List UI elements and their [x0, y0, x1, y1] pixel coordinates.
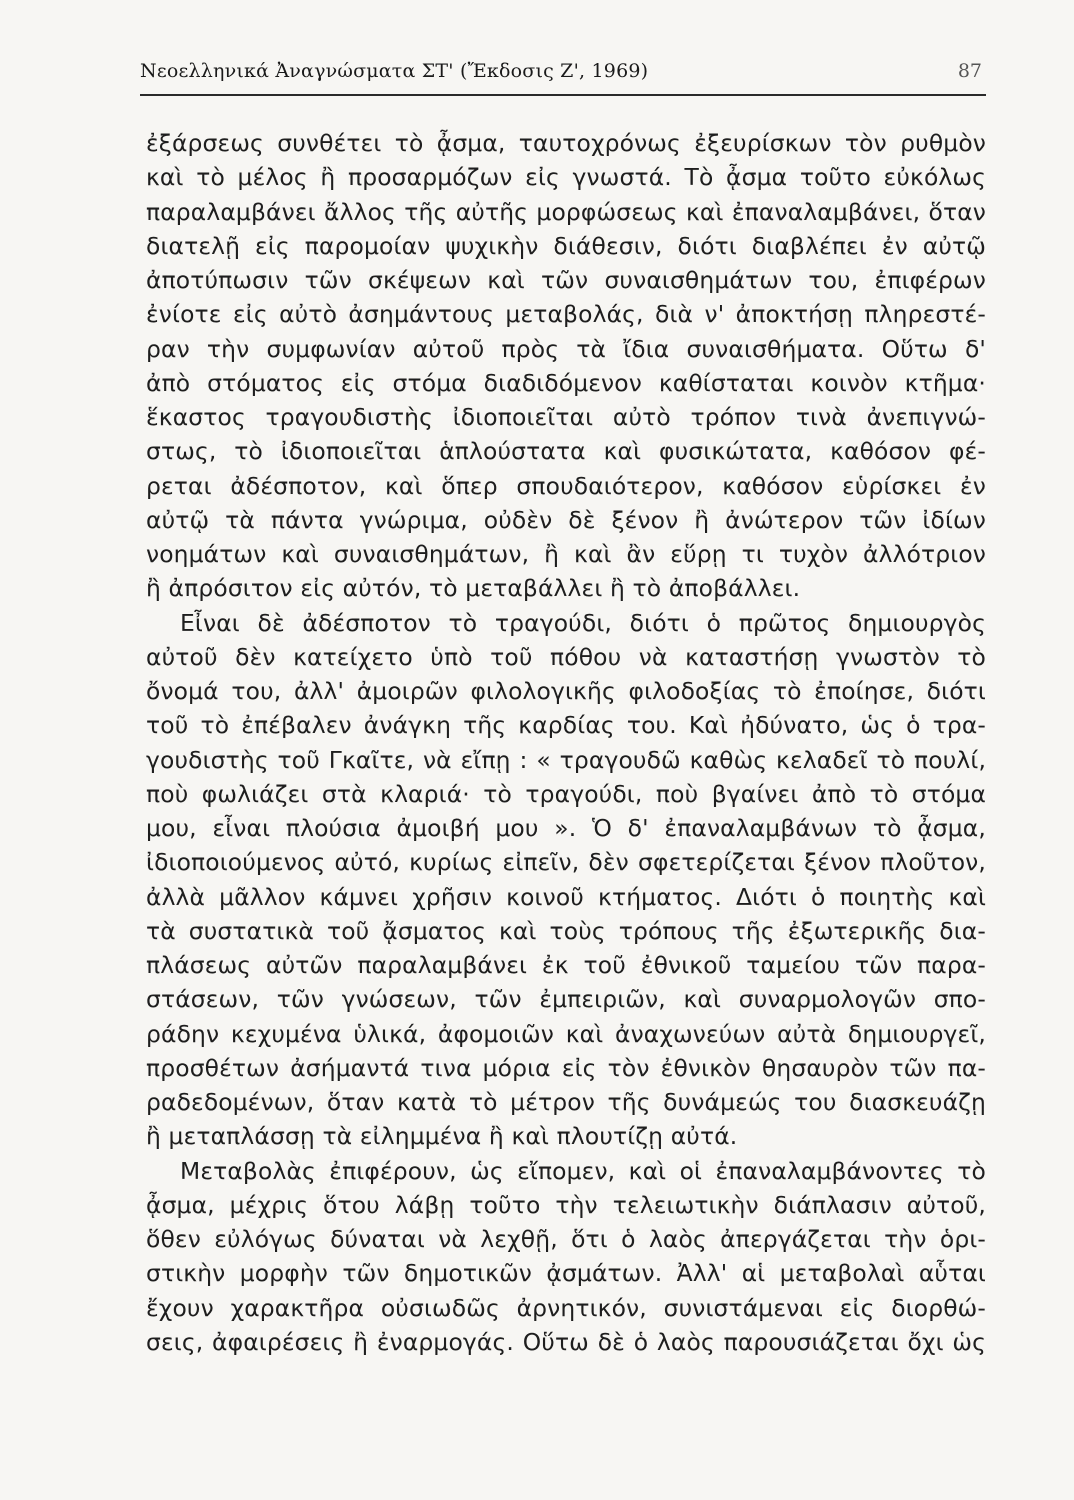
text-line: ἀλλὰ μᾶλλον κάμνει χρῆσιν κοινοῦ κτήματος. Διότι ὁ ποιητὴς καὶ: [146, 882, 986, 911]
text-line: Εἶναι δὲ ἀδέσποτον τὸ τραγούδι, διότι ὁ πρῶτος δημιουργὸς: [180, 608, 986, 637]
text-line: ραδεδομένων, ὅταν κατὰ τὸ μέτρον τῆς δυνάμεώς του διασκευάζῃ: [146, 1088, 986, 1116]
text-line: ὅθεν εὐλόγως δύναται νὰ λεχθῇ, ὅτι ὁ λαὸς ἀπεργάζεται τὴν ὁρι-: [146, 1225, 986, 1253]
text-line: σεις, ἀφαιρέσεις ἢ ἐναρμογάς. Οὕτω δὲ ὁ λαὸς παρουσιάζεται ὄχι ὡς: [146, 1327, 986, 1356]
text-line: ἰδιοποιούμενος αὐτό, κυρίως εἰπεῖν, δὲν σφετερίζεται ξένον πλοῦτον,: [146, 848, 986, 877]
text-line: ἐνίοτε εἰς αὐτὸ ἀσημάντους μεταβολάς, διὰ ν' ἀποκτήσῃ πληρεστέ-: [146, 300, 986, 329]
text-line: αὐτῷ τὰ πάντα γνώριμα, οὐδὲν δὲ ξένον ἢ ἀνώτερον τῶν ἰδίων: [146, 505, 986, 534]
text-line: μου, εἶναι πλούσια ἀμοιβή μου ». Ὁ δ' ἐπαναλαμβάνων τὸ ᾆσμα,: [146, 814, 986, 842]
text-line: τοῦ τὸ ἐπέβαλεν ἀνάγκη τῆς καρδίας του. Καὶ ἠδύνατο, ὡς ὁ τρα-: [146, 711, 986, 740]
text-line: γουδιστὴς τοῦ Γκαῖτε, νὰ εἴπῃ : « τραγουδῶ καθὼς κελαδεῖ τὸ πουλί,: [146, 745, 986, 774]
text-line: Μεταβολὰς ἐπιφέρουν, ὡς εἴπομεν, καὶ οἱ ἐπαναλαμβάνοντες τὸ: [180, 1156, 986, 1185]
text-line: ποὺ φωλιάζει στὰ κλαριά· τὸ τραγούδι, ποὺ βγαίνει ἀπὸ τὸ στόμα: [146, 779, 986, 808]
header-title: Νεοελληνικά Ἀναγνώσματα ΣΤ' (Ἔκδοσις Ζ', 1969): [140, 60, 649, 82]
body-text: [146, 126, 986, 1359]
page-number: 87: [957, 60, 982, 82]
text-line: καὶ τὸ μέλος ἢ προσαρμόζων εἰς γνωστά. Τὸ ᾆσμα τοῦτο εὐκόλως: [146, 163, 986, 192]
text-line: διατελῇ εἰς παρομοίαν ψυχικὴν διάθεσιν, διότι διαβλέπει ἐν αὐτῷ: [146, 231, 986, 260]
running-header: [140, 56, 986, 96]
text-line: ἐξάρσεως συνθέτει τὸ ᾆσμα, ταυτοχρόνως ἐξευρίσκων τὸν ρυθμὸν: [146, 129, 986, 157]
text-line: ραν τὴν συμφωνίαν αὐτοῦ πρὸς τὰ ἴδια συναισθήματα. Οὕτω δ': [146, 334, 986, 363]
text-line: ᾆσμα, μέχρις ὅτου λάβῃ τοῦτο τὴν τελειωτικὴν διάπλασιν αὐτοῦ,: [146, 1190, 986, 1219]
text-line: νοημάτων καὶ συναισθημάτων, ἢ καὶ ἂν εὕρῃ τι τυχὸν ἀλλότριον: [146, 540, 986, 568]
text-line: ράδην κεχυμένα ὑλικά, ἀφομοιῶν καὶ ἀναχωνεύων αὐτὰ δημιουργεῖ,: [146, 1019, 986, 1048]
text-line: τὰ συστατικὰ τοῦ ᾄσματος καὶ τοὺς τρόπους τῆς ἐξωτερικῆς δια-: [146, 916, 986, 945]
text-line: ἔχουν χαρακτῆρα οὐσιωδῶς ἀρνητικόν, συνιστάμεναι εἰς διορθώ-: [146, 1293, 986, 1322]
text-line: αὐτοῦ δὲν κατείχετο ὑπὸ τοῦ πόθου νὰ καταστήσῃ γνωστὸν τὸ: [146, 642, 986, 671]
text-line: στως, τὸ ἰδιοποιεῖται ἁπλούστατα καὶ φυσικώτατα, καθόσον φέ-: [146, 437, 986, 466]
text-line: προσθέτων ἀσήμαντά τινα μόρια εἰς τὸν ἐθνικὸν θησαυρὸν τῶν πα-: [146, 1053, 986, 1082]
header-rule: [140, 94, 986, 96]
text-line: ἢ μεταπλάσσῃ τὰ εἰλημμένα ἢ καὶ πλουτίζῃ αὐτά.: [146, 1122, 738, 1151]
text-line: πλάσεως αὐτῶν παραλαμβάνει ἐκ τοῦ ἐθνικοῦ ταμείου τῶν παρα-: [146, 951, 986, 979]
text-line: παραλαμβάνει ἄλλος τῆς αὐτῆς μορφώσεως καὶ ἐπαναλαμβάνει, ὅταν: [146, 197, 986, 226]
text-line: ἕκαστος τραγουδιστὴς ἰδιοποιεῖται αὐτὸ τρόπον τινὰ ἀνεπιγνώ-: [146, 403, 986, 431]
text-line: ἀποτύπωσιν τῶν σκέψεων καὶ τῶν συναισθημάτων του, ἐπιφέρων: [146, 266, 986, 294]
text-line: ὄνομά του, ἀλλ' ἀμοιρῶν φιλολογικῆς φιλοδοξίας τὸ ἐποίησε, διότι: [146, 677, 986, 705]
text-line: ἀπὸ στόματος εἰς στόμα διαδιδόμενον καθίσταται κοινὸν κτῆμα·: [146, 368, 986, 397]
text-line: στικὴν μορφὴν τῶν δημοτικῶν ᾀσμάτων. Ἀλλ' αἱ μεταβολαὶ αὗται: [146, 1259, 986, 1288]
text-line: στάσεων, τῶν γνώσεων, τῶν ἐμπειριῶν, καὶ συναρμολογῶν σπο-: [146, 985, 986, 1014]
text-line: ρεται ἀδέσποτον, καὶ ὅπερ σπουδαιότερον, καθόσον εὑρίσκει ἐν: [146, 471, 986, 500]
text-line: ἢ ἀπρόσιτον εἰς αὐτόν, τὸ μεταβάλλει ἢ τὸ ἀποβάλλει.: [146, 574, 801, 603]
